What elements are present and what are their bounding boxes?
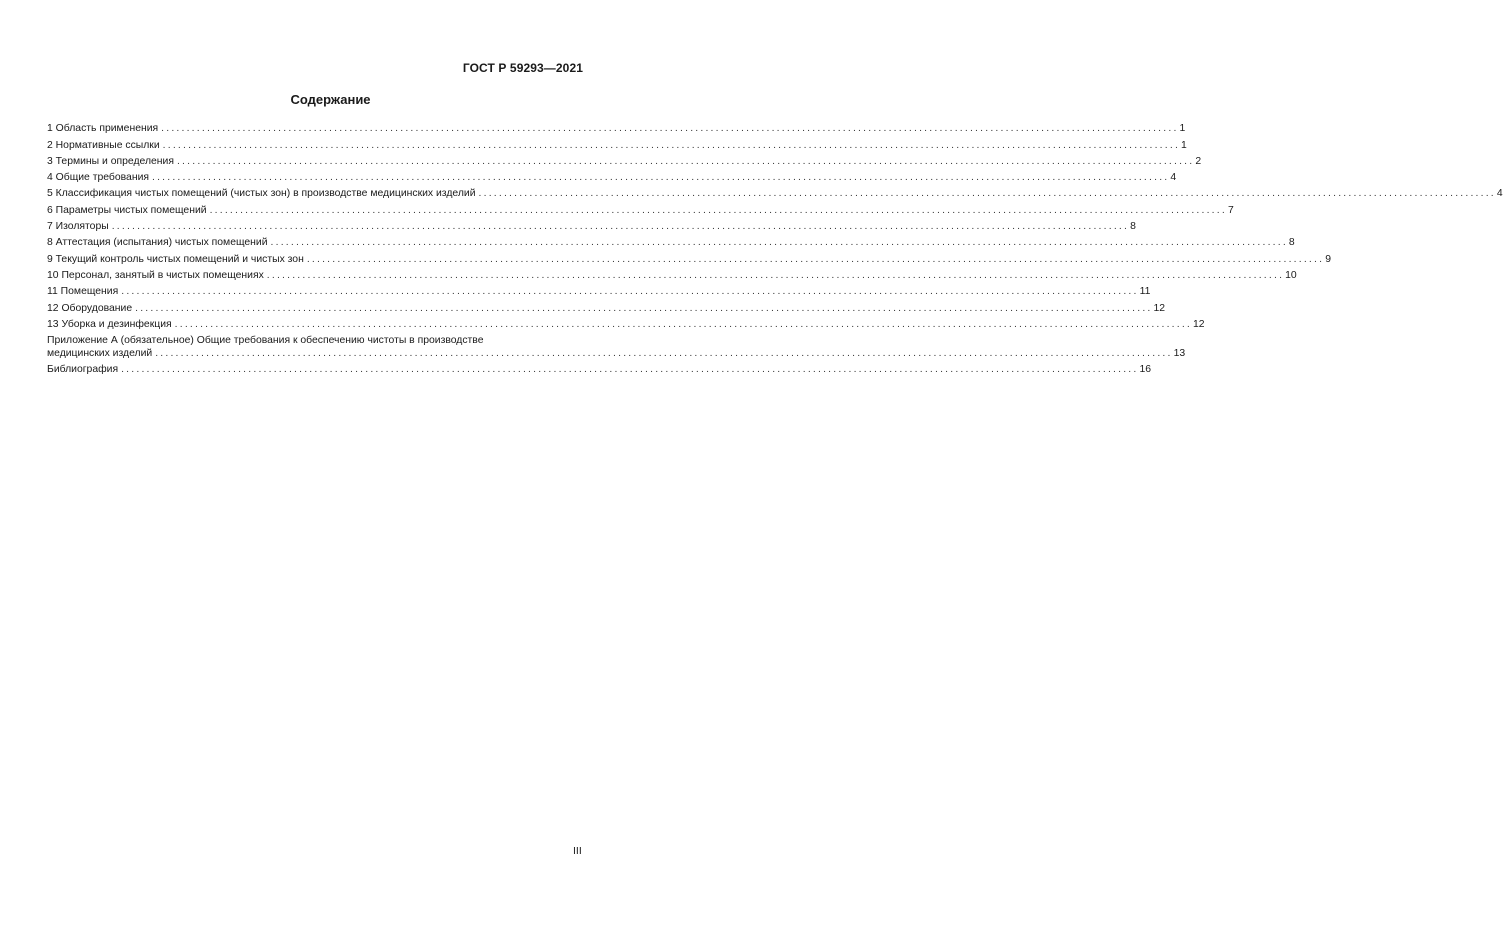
leader-dots: ........................................................................................................................................................................................................	[152, 172, 1170, 184]
leader-dots: ........................................................................................................................................................................................................	[270, 237, 1288, 249]
leader-dots: ........................................................................................................................................................................................................	[155, 347, 1173, 359]
toc-entry-page: 12	[1193, 318, 1205, 330]
leader-dots: ........................................................................................................................................................................................................	[121, 286, 1139, 298]
toc-entry-label: 3 Термины и определения	[47, 155, 174, 167]
toc-entry-label: Библиография	[47, 364, 119, 376]
leader-dots: ........................................................................................................................................................................................................	[266, 269, 1285, 281]
toc-entry[interactable]	[47, 119, 1186, 135]
toc-entry[interactable]	[47, 200, 1234, 216]
toc-entry-label: 11 Помещения	[47, 286, 119, 298]
toc-entry-page: 10	[1285, 269, 1297, 281]
toc-entry-label: 7 Изоляторы	[47, 221, 109, 233]
toc-entry-page: 7	[1227, 204, 1234, 216]
toc-entry[interactable]	[47, 298, 1166, 314]
toc-entry-page: 11	[1139, 286, 1151, 298]
toc-entry[interactable]	[47, 282, 1151, 298]
toc-entry-label: 9 Текущий контроль чистых помещений и чистых зон	[47, 253, 304, 265]
toc-entry-page: 1	[1179, 123, 1186, 135]
toc-entry-page: 13	[1173, 347, 1186, 359]
document-code: ГОСТ Р 59293—2021	[462, 61, 583, 75]
toc-entry-label: Приложение А (обязательное) Общие требования к обеспечению чистоты в производстве	[47, 334, 484, 346]
toc-entry-page: 8	[1288, 237, 1295, 249]
leader-dots: ........................................................................................................................................................................................................	[111, 221, 1130, 233]
leader-dots: ........................................................................................................................................................................................................	[135, 302, 1153, 314]
leader-dots: ........................................................................................................................................................................................................	[209, 204, 1227, 216]
toc-entry-appendix[interactable]	[47, 331, 1186, 360]
toc-entry-page: 2	[1195, 155, 1202, 167]
leader-dots: ........................................................................................................................................................................................................	[174, 318, 1193, 330]
page-number: III	[573, 845, 582, 857]
leader-dots: ........................................................................................................................................................................................................	[176, 155, 1195, 167]
toc-entry-bibliography[interactable]	[47, 360, 1152, 376]
toc-entry[interactable]	[47, 249, 1331, 265]
toc-entry-label: 2 Нормативные ссылки	[47, 139, 160, 151]
toc-entry-label: 5 Классификация чистых помещений (чистых зон) в производстве медицинских изделий	[47, 188, 476, 200]
toc-title: Содержание	[290, 92, 371, 107]
toc-entry-label: 13 Уборка и дезинфекция	[47, 318, 172, 330]
toc-entry-page: 9	[1325, 253, 1331, 265]
leader-dots: ........................................................................................................................................................................................................	[306, 253, 1325, 265]
toc-entry-label: 4 Общие требования	[47, 172, 149, 184]
toc-entry-label: 6 Параметры чистых помещений	[47, 204, 207, 216]
leader-dots: ........................................................................................................................................................................................................	[161, 123, 1179, 135]
toc-entry[interactable]	[47, 168, 1177, 184]
toc-entry-page: 16	[1139, 364, 1152, 376]
toc-entry-label: 10 Персонал, занятый в чистых помещениях	[47, 269, 264, 281]
toc-entry-page: 1	[1181, 139, 1187, 151]
leader-dots: ........................................................................................................................................................................................................	[121, 364, 1139, 376]
toc-entry-label: 1 Область применения	[47, 123, 159, 135]
toc-entry-page: 4	[1496, 188, 1503, 200]
toc-entry-label-continued: медицинских изделий	[47, 347, 153, 359]
toc-entry[interactable]	[47, 233, 1295, 249]
toc-entry-label: 8 Аттестация (испытания) чистых помещений	[47, 237, 268, 249]
leader-dots: ........................................................................................................................................................................................................	[478, 188, 1496, 200]
leader-dots: ........................................................................................................................................................................................................	[162, 139, 1181, 151]
table-of-contents	[47, 119, 1503, 376]
toc-entry[interactable]	[47, 184, 1503, 200]
toc-entry-label: 12 Оборудование	[47, 302, 133, 314]
toc-entry-page: 4	[1170, 172, 1177, 184]
toc-entry-page: 8	[1130, 221, 1136, 233]
toc-entry[interactable]	[47, 315, 1205, 331]
toc-entry[interactable]	[47, 266, 1297, 282]
toc-entry-page: 12	[1153, 302, 1166, 314]
toc-entry[interactable]	[47, 217, 1136, 233]
toc-entry[interactable]	[47, 152, 1202, 168]
toc-entry[interactable]	[47, 135, 1187, 151]
